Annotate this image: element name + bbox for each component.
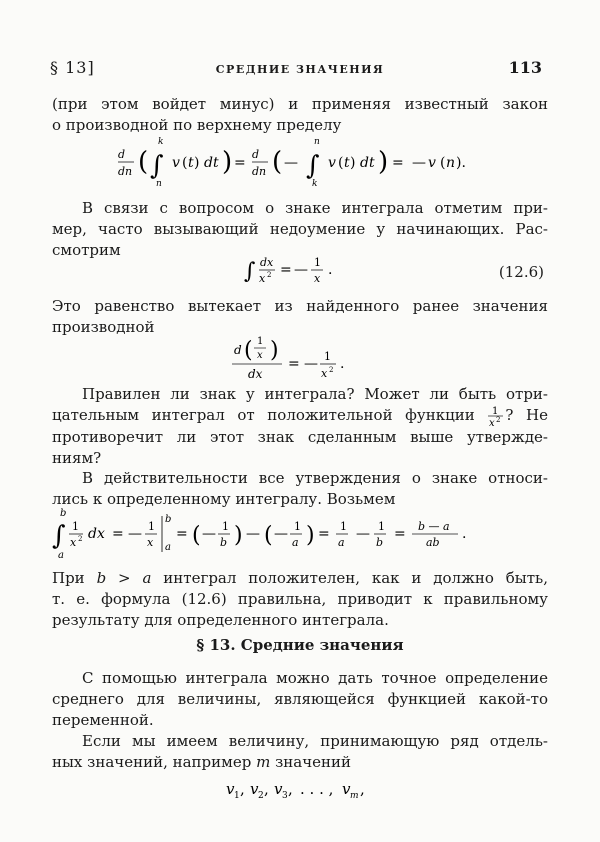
svg-text:k: k	[312, 179, 318, 189]
text-line: Если мы имеем величину, принимающую ряд отдель-	[82, 732, 548, 750]
svg-text:v: v	[342, 780, 351, 798]
svg-text:x: x	[259, 272, 266, 285]
text-fragment: значений	[275, 753, 352, 771]
svg-text:—: —	[274, 526, 288, 542]
svg-text:(: (	[440, 155, 446, 171]
svg-text:b — a: b — a	[418, 520, 450, 533]
svg-text:t: t	[188, 155, 194, 171]
text-fragment: интеграл положителен, как и должно быть,	[163, 569, 548, 587]
paragraph-6	[52, 568, 548, 631]
text-line: результату для определенного интеграла.	[52, 611, 389, 629]
svg-text:2: 2	[78, 535, 83, 543]
svg-text:ab: ab	[426, 536, 440, 549]
svg-text:=: =	[112, 526, 124, 542]
svg-text:d: d	[118, 148, 126, 161]
svg-text:,: ,	[240, 780, 245, 798]
svg-text:.: .	[328, 262, 333, 278]
svg-text:3: 3	[282, 791, 288, 801]
svg-text:).: ).	[456, 155, 466, 171]
svg-text:,: ,	[360, 780, 365, 798]
math-inequality: b > a	[96, 569, 152, 587]
svg-text:,: ,	[264, 780, 269, 798]
svg-text:(: (	[182, 155, 188, 171]
svg-text:1: 1	[314, 256, 321, 269]
svg-text:—: —	[246, 526, 260, 542]
text-line: противоречит ли этот знак сделанным выше утвержде-	[52, 428, 548, 446]
svg-text:d: d	[252, 148, 260, 161]
svg-text:x: x	[321, 367, 328, 380]
svg-text:—: —	[356, 526, 370, 542]
svg-text:v: v	[250, 780, 259, 798]
formula-value-sequence	[226, 778, 396, 808]
svg-text:): )	[194, 155, 200, 171]
svg-text:dx: dx	[248, 367, 263, 381]
text-fragment: При	[52, 569, 85, 587]
svg-text:dt: dt	[360, 155, 375, 171]
text-line: о производной по верхнему пределу	[52, 116, 342, 134]
text-line: среднего для величины, являющейся функцией какой-то	[52, 690, 548, 708]
svg-text:(: (	[264, 523, 273, 548]
text-line: (при этом войдет минус) и применяя известный закон	[52, 95, 548, 113]
svg-text:n: n	[156, 179, 162, 189]
svg-text:(: (	[272, 147, 283, 177]
header-section-ref: § 13]	[50, 58, 95, 77]
paragraph-5	[52, 468, 548, 510]
svg-text:a: a	[338, 536, 345, 549]
svg-text:—: —	[304, 356, 318, 372]
svg-text:dn: dn	[252, 165, 267, 178]
paragraph-7	[52, 668, 548, 731]
svg-text:1: 1	[72, 520, 79, 533]
svg-text:dx: dx	[260, 256, 274, 269]
text-fragment: ных значений, например	[52, 753, 252, 771]
svg-text:a: a	[292, 536, 299, 549]
text-line: т. е. формула (12.6) правильна, приводит к правильному	[52, 590, 548, 608]
svg-text:—: —	[284, 155, 298, 171]
svg-text:): )	[222, 147, 233, 177]
svg-text:—: —	[294, 262, 308, 278]
svg-text:(: (	[338, 155, 344, 171]
svg-text:b: b	[376, 536, 384, 549]
svg-text:=: =	[280, 262, 292, 278]
svg-text:(: (	[138, 147, 149, 177]
svg-text:(: (	[192, 523, 201, 548]
svg-text:(: (	[244, 338, 253, 363]
inline-fraction-one-over-x2	[487, 405, 505, 427]
svg-text:): )	[306, 523, 315, 548]
text-line: производной	[52, 318, 155, 336]
svg-text:=: =	[234, 155, 246, 171]
header-running-title: СРЕДНИЕ ЗНАЧЕНИЯ	[215, 63, 385, 76]
svg-text:d: d	[234, 343, 242, 357]
svg-text:—: —	[128, 526, 142, 542]
svg-text:1: 1	[294, 520, 301, 533]
paragraph-4	[52, 384, 548, 469]
text-line: ниям?	[52, 449, 102, 467]
svg-text:1: 1	[257, 336, 264, 347]
formula-definite-integral	[52, 508, 552, 564]
text-line: смотрим	[52, 241, 121, 259]
svg-text:v: v	[226, 780, 235, 798]
svg-text:∫: ∫	[52, 521, 66, 551]
svg-text:v: v	[274, 780, 283, 798]
svg-text:): )	[378, 147, 389, 177]
svg-text:=: =	[318, 526, 330, 542]
text-line: переменной.	[52, 711, 154, 729]
svg-text:1: 1	[324, 350, 331, 363]
svg-text:1: 1	[492, 406, 499, 417]
svg-text:v: v	[328, 155, 336, 171]
svg-text:): )	[270, 338, 279, 363]
svg-text:v: v	[428, 155, 436, 171]
svg-text:2: 2	[267, 271, 272, 279]
svg-text:1: 1	[234, 791, 240, 801]
svg-text:): )	[234, 523, 243, 548]
text-line: В действительности все утверждения о знаке относи-	[82, 469, 548, 487]
text-line	[52, 568, 548, 589]
formula-derivative-upper-limit	[118, 136, 498, 196]
svg-text:t: t	[344, 155, 350, 171]
svg-text:b: b	[60, 508, 67, 519]
svg-text:m: m	[350, 791, 359, 801]
svg-text:∫: ∫	[150, 151, 164, 181]
svg-text:dt: dt	[204, 155, 219, 171]
svg-text:dn: dn	[118, 165, 133, 178]
svg-text:a: a	[58, 550, 64, 561]
svg-text:1: 1	[148, 520, 155, 533]
svg-text:∫: ∫	[306, 151, 320, 181]
text-line: лись к определенному интегралу. Возьмем	[52, 490, 396, 508]
formula-12-6	[244, 252, 364, 294]
svg-text:dx: dx	[88, 526, 105, 542]
text-line: Это равенство вытекает из найденного ранее значения	[52, 297, 548, 315]
svg-text:=: =	[394, 526, 406, 542]
svg-text:b: b	[165, 514, 172, 525]
formula-derivative-one-over-x	[232, 334, 372, 388]
svg-text:x: x	[257, 350, 263, 361]
svg-text:k: k	[158, 137, 164, 147]
svg-text:,: ,	[288, 780, 293, 798]
svg-text:1: 1	[378, 520, 385, 533]
text-fragment: ? Не	[505, 406, 548, 424]
svg-text:n: n	[446, 155, 456, 171]
svg-text:): )	[350, 155, 356, 171]
svg-text:x: x	[70, 536, 77, 549]
svg-text:x: x	[314, 272, 321, 285]
svg-text:b: b	[220, 536, 228, 549]
svg-text:=: =	[176, 526, 188, 542]
paragraph-1	[52, 94, 548, 136]
text-line: мер, часто вызывающий недоумение у начинающих. Рас-	[52, 220, 548, 238]
svg-text:1: 1	[222, 520, 229, 533]
paragraph-3	[52, 296, 548, 338]
svg-text:a: a	[165, 542, 171, 553]
section-heading: § 13. Средние значения	[196, 636, 404, 654]
svg-text:2: 2	[496, 416, 501, 424]
svg-text:2: 2	[329, 366, 334, 374]
svg-text:. . . ,: . . . ,	[300, 780, 334, 798]
svg-text:=: =	[288, 356, 300, 372]
text-line: С помощью интеграла можно дать точное определение	[82, 669, 548, 687]
svg-text:2: 2	[258, 791, 264, 801]
text-line	[52, 752, 548, 773]
svg-text:n: n	[314, 137, 320, 147]
svg-text:.: .	[462, 526, 467, 542]
text-fragment: цательным интеграл от положительной функции	[52, 406, 475, 424]
svg-text:v: v	[172, 155, 180, 171]
equation-number: (12.6)	[498, 263, 544, 281]
text-line	[52, 405, 548, 427]
svg-text:∫: ∫	[244, 259, 256, 284]
svg-text:=: =	[392, 155, 404, 171]
svg-text:.: .	[340, 356, 345, 372]
svg-text:—: —	[412, 155, 426, 171]
svg-text:1: 1	[340, 520, 347, 533]
page-number: 113	[508, 58, 542, 77]
svg-text:x: x	[489, 418, 496, 427]
text-line: Правилен ли знак у интеграла? Может ли быть отри-	[82, 385, 548, 403]
paragraph-8	[52, 731, 548, 773]
svg-text:—: —	[202, 526, 216, 542]
text-line: В связи с вопросом о знаке интеграла отметим при-	[82, 199, 548, 217]
svg-text:x: x	[147, 536, 154, 549]
math-var-m: m	[256, 753, 271, 771]
